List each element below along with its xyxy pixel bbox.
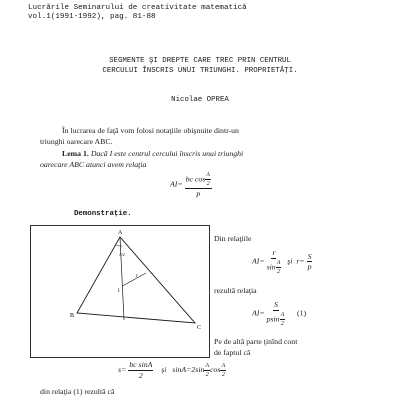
formula-ai-r-and: şi	[287, 256, 293, 266]
formula-ai-s-num: S	[273, 300, 278, 309]
formula-sina-half-2-two: 2	[221, 371, 225, 378]
lemma-text-1: Dacă I este centrul cercului înscris unui triunghi	[90, 149, 244, 158]
formula-ai-r-num: r	[272, 248, 276, 257]
label-b: B	[70, 313, 75, 319]
formula-r-lhs: r=	[296, 256, 305, 266]
formula-main-angle: A	[206, 172, 210, 178]
intro-line-1: În lucrarea de faţă vom folosi notaţiile obişnuite dintr-un	[62, 126, 239, 135]
formula-ai-s-half-two: 2	[280, 320, 284, 327]
figure-frame	[31, 226, 210, 358]
formula-s-and: şi	[161, 365, 167, 375]
formula-ai-r-half	[276, 260, 282, 275]
formula-sina-half-2	[220, 363, 226, 378]
formula-ai-r	[252, 249, 312, 275]
author-name: Nicolae OPREA	[171, 96, 229, 104]
formula-main-denominator: p	[196, 189, 201, 198]
formula-sina-text: sinA=2sin	[172, 365, 205, 375]
formula-sina-half-1-two: 2	[205, 371, 209, 378]
triangle-abc	[77, 237, 195, 323]
formula-ai-r-half-two: 2	[277, 268, 281, 275]
formula-s-fraction	[128, 361, 153, 380]
formula-ai-s	[252, 301, 306, 327]
formula-sina-half-1-a: A	[205, 362, 210, 369]
formula-ai-s-half	[280, 312, 286, 327]
formula-ai-r-lhs: AI=	[252, 256, 265, 266]
proof-label: Demonstraţie.	[74, 210, 132, 218]
formula-sina-half-2-a: A	[221, 362, 226, 369]
journal-header-line-1: Lucrările Seminarului de creativitate matematică	[28, 4, 247, 12]
label-c: C	[197, 325, 202, 331]
article-title-line-1: SEGMENTE ŞI DREPTE CARE TREC PRIN CENTRUL	[109, 57, 291, 65]
lemma-line-1	[62, 149, 243, 158]
formula-main	[170, 172, 212, 198]
formula-r-den: p	[307, 262, 312, 272]
formula-main-lhs: AI=	[170, 179, 183, 189]
formula-main-two: 2	[206, 181, 210, 187]
formula-ai-r-den	[267, 259, 282, 275]
inradius-segment	[123, 273, 147, 286]
half-angle-arc	[116, 245, 122, 246]
formula-ai-s-lhs: AI=	[252, 308, 265, 318]
formula-s-den: 2	[138, 370, 143, 380]
final-line: din relaţia (1) rezultă că	[40, 387, 115, 396]
right-pe-line-2: de faptul că	[214, 348, 251, 357]
formula-ai-r-half-a: A	[276, 259, 281, 266]
label-half-angle: A/2	[119, 253, 125, 257]
article-title-line-2: CERCULUI ÎNSCRIS UNUI TRIUNGHI. PROPRIETĂŢI.	[102, 67, 298, 75]
formula-r-fraction	[307, 253, 313, 272]
formula-s-num: bc sinA	[129, 360, 153, 369]
label-i: I	[118, 289, 120, 294]
formula-ai-s-den-text: psin	[266, 314, 280, 324]
lemma-line-2: oarecare ABC atunci avem relaţia	[40, 160, 147, 169]
formula-ai-r-den-text: sin	[266, 262, 276, 272]
formula-main-numerator	[185, 172, 212, 189]
formula-sina-cos: cos	[210, 365, 221, 375]
right-pe-line-1: Pe de altă parte ţinînd cont	[214, 337, 298, 346]
right-din: Din relaţiile	[214, 234, 252, 243]
label-r: r	[136, 274, 138, 279]
journal-header-line-2: vol.1(1991-1992), pag. 81-88	[28, 13, 156, 21]
formula-r-num: S	[307, 251, 312, 261]
triangle-figure	[30, 225, 210, 358]
formula-sina	[172, 362, 226, 378]
label-a: A	[118, 230, 123, 236]
angle-bisector-a	[120, 237, 124, 320]
right-rezulta: rezultă relaţia	[214, 286, 257, 295]
formula-ai-s-half-a: A	[280, 311, 285, 318]
formula-main-num-text: bc cos	[185, 174, 206, 184]
intro-line-2: triunghi oarecare ABC.	[40, 137, 113, 146]
formula-ai-s-fraction	[267, 301, 286, 327]
formula-main-fraction	[185, 172, 212, 198]
formula-s-lhs: s=	[118, 365, 127, 375]
formula-ai-s-den	[267, 311, 286, 327]
formula-s	[118, 361, 226, 380]
lemma-label: Lema 1.	[62, 149, 89, 158]
formula-tag-1: (1)	[296, 308, 307, 318]
formula-ai-r-fraction	[267, 249, 282, 275]
formula-main-half-angle	[205, 172, 211, 187]
